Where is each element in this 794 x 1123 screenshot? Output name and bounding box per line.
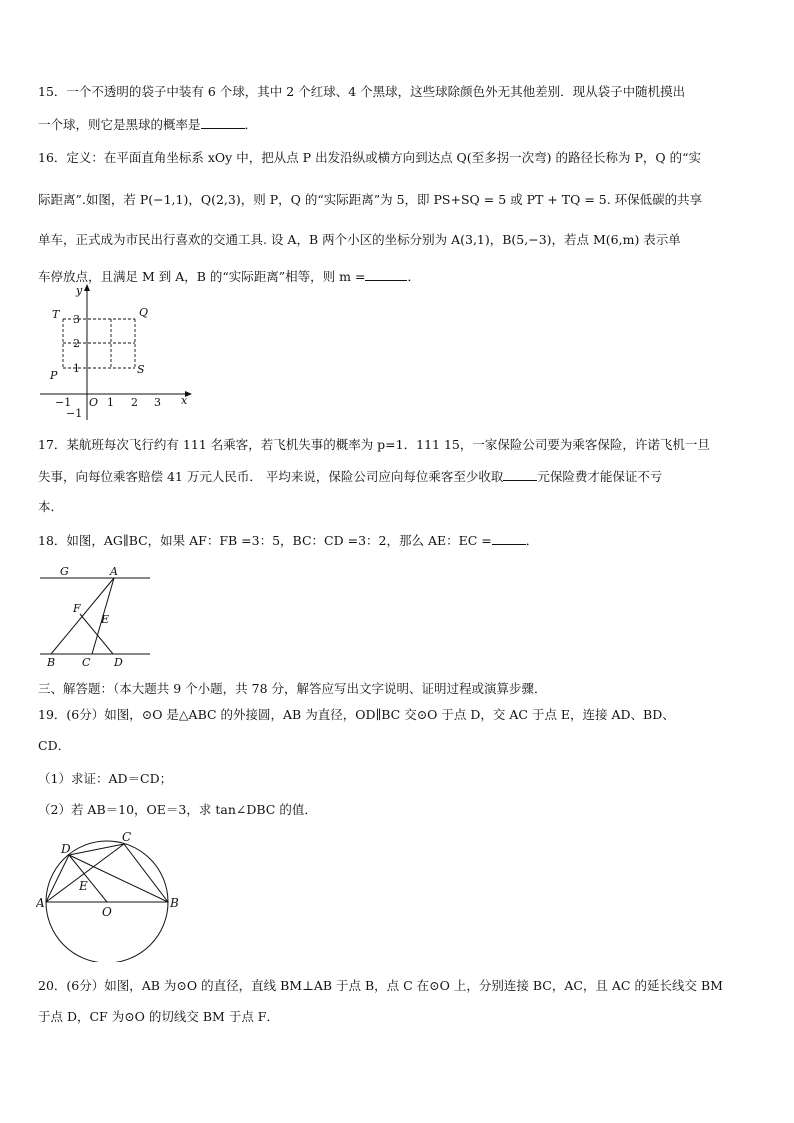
q16-line-2: 际距离”.如图，若 P(−1,1)，Q(2,3)，则 P，Q 的“实际距离”为 5，即 PS+SQ = 5 或 PT + TQ = 5. 环保低碳的共享 <box>38 192 703 207</box>
origin-label: O <box>89 396 99 409</box>
tick-x-minus-1: −1 <box>55 396 72 409</box>
q15-line-2 <box>38 116 257 133</box>
q20-line-1: 20．(6分）如图，AB 为⊙O 的直径，直线 BM⊥AB 于点 B，点 C 在⊙O 上，分别连接 BC，AC，且 AC 的延长线交 BM <box>38 978 723 993</box>
q16-text: 车停放点，且满足 M 到 A，B 的“实际距离”相等，则 m = <box>38 269 366 284</box>
q16-answer-blank[interactable] <box>365 268 407 281</box>
tick-y-minus-1: −1 <box>66 407 83 420</box>
point-a-label: A <box>110 565 118 578</box>
tick-x-2: 2 <box>131 396 138 409</box>
q16-end: ． <box>407 269 420 284</box>
q17-line-1: 17．某航班每次飞行约有 111 名乘客，若飞机失事的概率为 p=1．111 15，一家保险公司要为乘客保险，许诺飞机一旦 <box>38 437 710 452</box>
tick-y-1: 1 <box>73 362 80 375</box>
q19-part-2: （2）若 AB＝10，OE＝3，求 tan∠DBC 的值． <box>38 802 317 817</box>
y-axis-label: y <box>76 284 83 297</box>
q15-end: ． <box>244 117 258 132</box>
q19-line-1: 19．(6分）如图，⊙O 是△ABC 的外接圆，AB 为直径，OD∥BC 交⊙O 于点 D，交 AC 于点 E，连接 AD、BD、 <box>38 707 675 722</box>
point-s-label: S <box>137 363 145 376</box>
q17-answer-blank[interactable] <box>503 468 537 481</box>
point-t-label: T <box>52 308 60 321</box>
q18-end: ． <box>525 533 539 548</box>
point-c-label: C <box>122 830 132 844</box>
q17-line-2 <box>38 468 662 485</box>
point-f-label: F <box>73 602 81 615</box>
tick-y-2: 2 <box>73 337 80 350</box>
q16-line-1: 16．定义：在平面直角坐标系 xOy 中，把从点 P 出发沿纵或横方向到达点 Q(至多拐一次弯) 的路径长称为 P，Q 的“实 <box>38 150 702 165</box>
point-b-label: B <box>170 896 179 910</box>
point-a-label: A <box>36 896 45 910</box>
q17-line-3: 本． <box>38 499 64 514</box>
point-g-label: G <box>60 565 69 578</box>
point-d-label: D <box>61 842 71 856</box>
q15-line-1: 15．一个不透明的袋子中装有 6 个球，其中 2 个红球、4 个黑球，这些球除颜色外无其他差别．现从袋子中随机摸出 <box>38 84 686 99</box>
q15-answer-blank[interactable] <box>201 116 245 129</box>
point-o-label: O <box>102 905 112 919</box>
section-3-heading: 三、解答题：（本大题共 9 个小题，共 78 分，解答应写出文字说明、证明过程或演算步骤． <box>38 681 547 696</box>
point-c-label: C <box>82 656 91 669</box>
point-e-label: E <box>101 613 110 626</box>
q17-text-end: 元保险费才能保证不亏 <box>537 469 663 484</box>
tick-y-3: 3 <box>73 313 80 326</box>
point-e-label: E <box>79 879 88 893</box>
q15-text: 一个球，则它是黑球的概率是 <box>38 117 201 132</box>
tick-x-1: 1 <box>107 396 114 409</box>
q19-line-2: CD． <box>38 738 71 753</box>
q17-text: 失事，向每位乘客赔偿 41 万元人民币． 平均来说，保险公司应向每位乘客至少收取 <box>38 469 504 484</box>
q18-text: 18．如图，AG∥BC，如果 AF：FB =3：5，BC：CD =3：2，那么 AE：EC = <box>38 533 492 548</box>
q19-circle-figure <box>36 826 186 962</box>
q16-coordinate-figure <box>40 282 200 422</box>
point-d-label: D <box>114 656 123 669</box>
q18-answer-blank[interactable] <box>492 532 526 545</box>
q20-line-2: 于点 D，CF 为⊙O 的切线交 BM 于点 F． <box>38 1009 279 1024</box>
q16-line-3: 单车，正式成为市民出行喜欢的交通工具. 设 A，B 两个小区的坐标分别为 A(3,1)，B(5,−3)，若点 M(6,m) 表示单 <box>38 232 681 247</box>
q19-part-1: （1）求证：AD＝CD； <box>38 771 173 786</box>
point-q-label: Q <box>139 306 149 319</box>
q18-figure <box>38 560 158 672</box>
q18-line-1 <box>38 532 538 549</box>
point-p-label: P <box>50 369 58 382</box>
point-b-label: B <box>47 656 56 669</box>
tick-x-3: 3 <box>154 396 161 409</box>
x-axis-label: x <box>181 394 188 407</box>
